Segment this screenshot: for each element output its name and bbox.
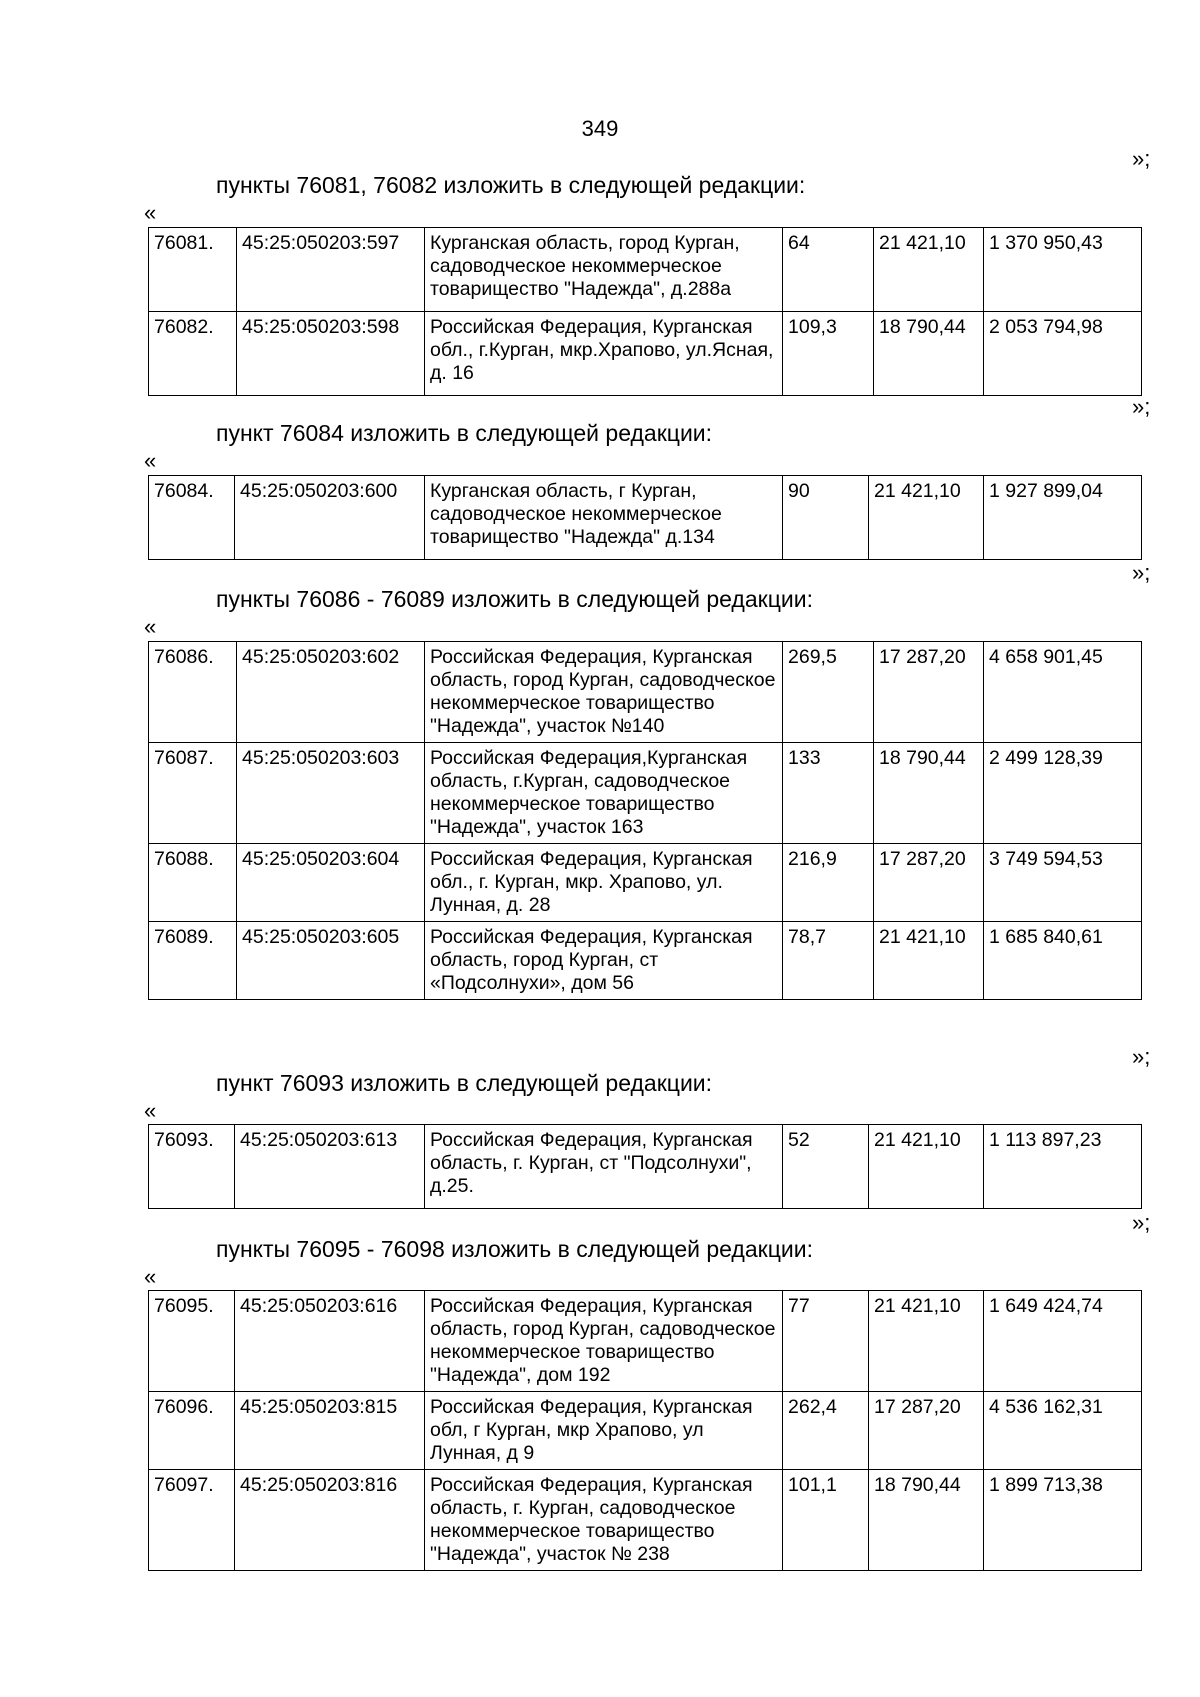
items-table [148,227,1142,396]
table-row [149,228,1142,312]
table-row [149,922,1142,1000]
section-instruction: пункты 76086 - 76089 изложить в следующей редакции: [216,586,813,612]
table-row [149,1291,1142,1392]
cadastral-value: 2 499 128,39 [984,743,1142,844]
cadastral-value: 3 749 594,53 [984,844,1142,922]
area: 64 [783,228,874,312]
closing-quote: »; [1132,146,1151,171]
rate: 21 421,10 [869,476,984,560]
cadastral-value: 1 649 424,74 [984,1291,1142,1392]
area: 52 [783,1125,869,1209]
section-instruction: пункты 76095 - 76098 изложить в следующей редакции: [216,1236,813,1262]
closing-quote: »; [1132,394,1151,419]
page-number: 349 [581,116,619,141]
item-number: 76086. [149,642,237,743]
item-number: 76084. [149,476,235,560]
cadastral-number: 45:25:050203:600 [235,476,425,560]
item-number: 76087. [149,743,237,844]
address: Российская Федерация,Курганская область, г.Курган, садоводческое некоммерческое товарищество "Надежда", участок 163 [425,743,783,844]
items-table [148,1290,1142,1571]
table-row [149,1470,1142,1571]
item-number: 76088. [149,844,237,922]
cadastral-value: 1 113 897,23 [984,1125,1142,1209]
cadastral-number: 45:25:050203:815 [235,1392,425,1470]
area: 216,9 [783,844,874,922]
cadastral-value: 1 899 713,38 [984,1470,1142,1571]
cadastral-number: 45:25:050203:616 [235,1291,425,1392]
address: Российская Федерация, Курганская обл., г.Курган, мкр.Храпово, ул.Ясная, д. 16 [425,312,783,396]
item-number: 76093. [149,1125,235,1209]
address: Российская Федерация, Курганская область, г. Курган, садоводческое некоммерческое товарищество "Надежда", участок № 238 [425,1470,783,1571]
area: 90 [783,476,869,560]
closing-quote: »; [1132,560,1151,585]
items-table [148,1124,1142,1209]
cadastral-value: 1 685 840,61 [984,922,1142,1000]
table-row [149,1392,1142,1470]
items-table [148,641,1142,1000]
rate: 18 790,44 [874,312,984,396]
cadastral-number: 45:25:050203:597 [237,228,425,312]
area: 109,3 [783,312,874,396]
cadastral-value: 1 370 950,43 [984,228,1142,312]
cadastral-value: 1 927 899,04 [984,476,1142,560]
cadastral-number: 45:25:050203:604 [237,844,425,922]
rate: 18 790,44 [869,1470,984,1571]
opening-quote: « [144,200,157,225]
cadastral-value: 2 053 794,98 [984,312,1142,396]
table-row [149,312,1142,396]
table-row [149,476,1142,560]
area: 133 [783,743,874,844]
rate: 21 421,10 [874,922,984,1000]
opening-quote: « [144,1098,157,1123]
area: 101,1 [783,1470,869,1571]
address: Курганская область, город Курган, садоводческое некоммерческое товарищество "Надежда", д.288а [425,228,783,312]
cadastral-number: 45:25:050203:613 [235,1125,425,1209]
address: Курганская область, г Курган, садоводческое некоммерческое товарищество "Надежда" д.134 [425,476,783,560]
item-number: 76096. [149,1392,235,1470]
table-row [149,844,1142,922]
rate: 17 287,20 [869,1392,984,1470]
cadastral-number: 45:25:050203:605 [237,922,425,1000]
rate: 21 421,10 [874,228,984,312]
closing-quote: »; [1132,1044,1151,1069]
item-number: 76095. [149,1291,235,1392]
rate: 17 287,20 [874,844,984,922]
closing-quote: »; [1132,1210,1151,1235]
section-instruction: пункт 76093 изложить в следующей редакции: [216,1070,713,1096]
rate: 21 421,10 [869,1291,984,1392]
rate: 21 421,10 [869,1125,984,1209]
table-row [149,743,1142,844]
items-table [148,475,1142,560]
area: 269,5 [783,642,874,743]
cadastral-value: 4 536 162,31 [984,1392,1142,1470]
area: 78,7 [783,922,874,1000]
address: Российская Федерация, Курганская область, г. Курган, ст "Подсолнухи", д.25. [425,1125,783,1209]
item-number: 76089. [149,922,237,1000]
area: 77 [783,1291,869,1392]
item-number: 76097. [149,1470,235,1571]
address: Российская Федерация, Курганская обл., г. Курган, мкр. Храпово, ул. Лунная, д. 28 [425,844,783,922]
table-row [149,1125,1142,1209]
cadastral-number: 45:25:050203:598 [237,312,425,396]
rate: 18 790,44 [874,743,984,844]
cadastral-value: 4 658 901,45 [984,642,1142,743]
rate: 17 287,20 [874,642,984,743]
address: Российская Федерация, Курганская область, город Курган, ст «Подсолнухи», дом 56 [425,922,783,1000]
section-instruction: пункт 76084 изложить в следующей редакции: [216,420,713,446]
address: Российская Федерация, Курганская область, город Курган, садоводческое некоммерческое товарищество "Надежда", дом 192 [425,1291,783,1392]
item-number: 76082. [149,312,237,396]
address: Российская Федерация, Курганская обл, г Курган, мкр Храпово, ул Лунная, д 9 [425,1392,783,1470]
opening-quote: « [144,614,157,639]
item-number: 76081. [149,228,237,312]
section-instruction: пункты 76081, 76082 изложить в следующей редакции: [216,172,806,198]
opening-quote: « [144,1264,157,1289]
cadastral-number: 45:25:050203:603 [237,743,425,844]
cadastral-number: 45:25:050203:816 [235,1470,425,1571]
address: Российская Федерация, Курганская область, город Курган, садоводческое некоммерческое товарищество "Надежда", участок №140 [425,642,783,743]
area: 262,4 [783,1392,869,1470]
table-row [149,642,1142,743]
opening-quote: « [144,448,157,473]
cadastral-number: 45:25:050203:602 [237,642,425,743]
